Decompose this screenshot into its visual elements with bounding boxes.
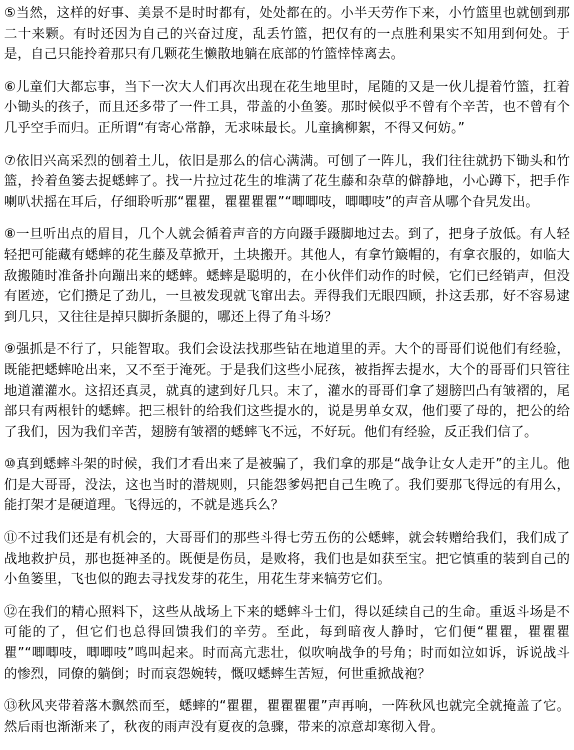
paragraph-12: ⑫在我们的精心照料下，这些从战场上下来的蟋蟀斗士们，得以延续自己的生命。重返斗场是不可能的了，但它们也总得回馈我们的辛劳。至此，每到暗夜人静时，它们便“瞿瞿，瞿瞿瞿瞿”“唧唧吱，唧唧吱”鸣叫起来。时而高亢悲壮，似吹响战争的号角；时而如泣如诉，诉说战斗的惨烈，同僚的躺倒；时而哀怨婉转，慨叹蟋蟀生苦短，何世重掀战袍？ [4, 604, 570, 682]
paragraph-8: ⑧一旦听出点的眉目，几个人就会循着声音的方向蹑手蹑脚地过去。到了，把身子放低。有人轻轻把可能藏有蟋蟀的花生藤及草掀开，土块搬开。其他人，有拿竹簸帽的，有拿衣服的，如临大敌搬随时准备扑向蹦出来的蟋蟀。蟋蟀是聪明的，在小伙伴们动作的时候，它们已经销声，但没有匿迹，它们攒足了劲儿，一旦被发现就飞窜出去。弄得我们无眼四顾，扑这丢那，好不容易逮到几只，又往往是掉只脚折条腿的，哪还上得了角斗场？ [4, 227, 570, 325]
paragraph-11: ⑪不过我们还是有机会的，大哥哥们的那些斗得七劳五伤的公蟋蟀，就会转赠给我们，我们成了战地救护员，那也挺神圣的。既便是伤员，是败将，我们也是如获至宝。把它慎重的装到自己的小鱼篓里，飞也似的跑去寻找发芽的花生，用花生芽来犒劳它们。 [4, 531, 570, 588]
paragraph-13: ⑬秋风夹带着落木飘然而至，蟋蟀的“瞿瞿，瞿瞿瞿瞿”声再响，一阵秋风也就完全就掩盖了它。然后雨也渐渐来了，秋夜的雨声没有夏夜的急骤，带来的凉意却寒彻入骨。 [4, 699, 570, 735]
paragraph-5: ⑤当然，这样的好事、美景不是时时都有，处处都在的。小半天劳作下来，小竹篮里也就刨到那二十来颗。有时还因为自己的兴奋过度，乱丢竹篮，把仅有的一点胜利果实不知用到何处。于是，自己只能拎着那只有几颗花生懒散地躺在底部的竹篮悻悻离去。 [4, 6, 570, 63]
paragraph-9: ⑨强抓是不行了，只能智取。我们会设法找那些钻在地道里的弄。大个的哥哥们说他们有经验，既能把蟋蟀呛出来，又不至于淹死。于是我们这些小屁孩，被指挥去提水，大个的哥哥们只管往地道灌灌水。这招还真灵，就真的逮到好几只。末了，灌水的哥哥们拿了翅膀凹凸有皱褶的，尾部只有两根针的蟋蟀。把三根针的给我们这些提水的，说是男单女双，他们要了母的，把公的给了我们，因为我们辛苦，翅膀有皱褶的蟋蟀飞不远，不好玩。他们有经验，反正我们信了。 [4, 342, 570, 440]
paragraph-10: ⑩真到蟋蟀斗架的时候，我们才看出来了是被骗了，我们拿的那是“战争让女人走开”的主儿。他们是大哥哥，没法，这也当时的潜规则，只能怨爹妈把自己生晚了。我们要那飞得远的有用么，能打架才是硬道理。飞得远的，不就是逃兵么？ [4, 457, 570, 514]
paragraph-7: ⑦依旧兴高采烈的刨着土儿，依旧是那么的信心满满。可刨了一阵儿，我们往往就扔下锄头和竹篮，拎着鱼篓去捉蟋蟀了。找一片拉过花生的堆满了花生藤和杂草的僻静地，小心蹲下，把手作喇叭状摇在耳后，仔细聆听那“瞿瞿，瞿瞿瞿瞿”“唧唧吱，唧唧吱”的声音从哪个旮旯发出。 [4, 153, 570, 210]
document-body [4, 4, 570, 750]
paragraph-6: ⑥儿童们大都忘事，当下一次大人们再次出现在花生地里时，尾随的又是一伙儿提着竹篮，扛着小锄头的孩子，而且还多带了一件工具，带盖的小鱼篓。那时候似乎不曾有个辛苦，也不曾有个几乎空手而归。正所谓“有寄心常静，无求味最长。儿童擒柳絮，不得又何妨。” [4, 79, 570, 136]
